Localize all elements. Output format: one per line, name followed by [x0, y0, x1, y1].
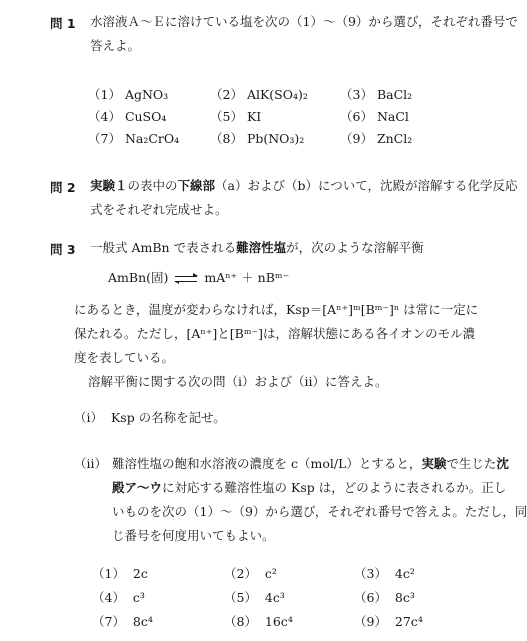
subquestion-2-line3: いものを次の（1）～（9）から選び，それぞれ番号で答えよ。ただし，同: [112, 504, 527, 519]
q1-option-num: （7）: [88, 131, 121, 146]
question-3-text-line5: 溶解平衡に関する次の問（ⅰ）および（ⅱ）に答えよ。: [88, 374, 388, 389]
q1-option-num: （5）: [210, 109, 243, 124]
q3-option-text: c²: [264, 566, 277, 581]
subquestion-1: [74, 410, 226, 426]
subquestion-2-line1: 難溶性塩の飽和水溶液の濃度を c（mol/L）とすると，実験で生じた沈: [112, 456, 509, 471]
subquestion-2-line2: 殿ア～ウに対応する難溶性塩の Ksp は，どのように表されるか。正し: [112, 480, 507, 495]
equation-left: AmBn(固): [108, 270, 169, 285]
q3-option-text: 2c: [132, 566, 148, 581]
q3-option-num: （1）: [92, 566, 125, 581]
q3-option-num: （9）: [354, 614, 387, 629]
q3-option-text: c³: [132, 590, 145, 605]
q1-option-text: NaCl: [376, 109, 409, 124]
question-1-text-line2: 答えよ。: [90, 38, 141, 53]
q1-option-text: Na₂CrO₄: [124, 131, 180, 146]
q3-option-text: 4c²: [394, 566, 415, 581]
q3-option-num: （4）: [92, 590, 125, 605]
q3-option-text: 8c⁴: [132, 614, 153, 629]
equilibrium-equation: [108, 270, 289, 286]
q3-option-num: （3）: [354, 566, 387, 581]
question-2-label: 問 2: [50, 180, 76, 195]
q3-option-num: （8）: [224, 614, 257, 629]
q1-option-text: AgNO₃: [124, 87, 169, 102]
question-2-text-line2: 式をそれぞれ完成せよ。: [90, 202, 228, 217]
q3-option-text: 8c³: [394, 590, 415, 605]
q3-option-num: （6）: [354, 590, 387, 605]
question-3-text-line4: 度を表している。: [74, 350, 175, 365]
question-1-label: 問 1: [50, 16, 76, 31]
q1-option-num: （8）: [210, 131, 243, 146]
q1-option-text: ZnCl₂: [376, 131, 413, 146]
q1-option-num: （4）: [88, 109, 121, 124]
q1-option-text: AlK(SO₄)₂: [246, 87, 308, 102]
q3-option-num: （5）: [224, 590, 257, 605]
question-3-text-line1: 一般式 AmBn で表される難溶性塩が，次のような溶解平衡: [90, 240, 424, 255]
q1-option-text: KI: [246, 109, 262, 124]
q3-option-text: 27c⁴: [394, 614, 423, 629]
q1-option-text: CuSO₄: [124, 109, 167, 124]
q3-option-text: 16c⁴: [264, 614, 293, 629]
q3-option-text: 4c³: [264, 590, 285, 605]
q1-option-text: BaCl₂: [376, 87, 413, 102]
subquestion-2-line4: じ番号を何度用いてもよい。: [112, 528, 275, 543]
q1-option-num: （2）: [210, 87, 243, 102]
subquestion-2-num: （ⅱ）: [74, 456, 107, 471]
q3-option-num: （2）: [224, 566, 257, 581]
subquestion-1-num: （ⅰ）: [74, 410, 103, 425]
subquestion-1-text: Ksp の名称を記せ。: [110, 410, 226, 425]
q1-option-num: （6）: [340, 109, 373, 124]
question-3-label: 問 3: [50, 242, 76, 257]
q1-option-num: （9）: [340, 131, 373, 146]
question-3-text-line2: にあるとき，温度が変わらなければ，Ksp＝[Aⁿ⁺]ᵐ[Bᵐ⁻]ⁿ は常に一定に: [74, 302, 479, 317]
question-2-text-line1: 実験１の表中の下線部（a）および（b）について，沈殿が溶解する化学反応: [90, 178, 518, 193]
equation-right: mAⁿ⁺ ＋ nBᵐ⁻: [204, 270, 290, 285]
q1-option-num: （1）: [88, 87, 121, 102]
q3-option-num: （7）: [92, 614, 125, 629]
q1-option-text: Pb(NO₃)₂: [246, 131, 305, 146]
question-1-text-line1: 水溶液Ａ～Ｅに溶けている塩を次の（1）～（9）から選び，それぞれ番号で: [90, 14, 518, 29]
question-3-text-line3: 保たれる。ただし，[Aⁿ⁺]と[Bᵐ⁻]は，溶解状態にある各イオンのモル濃: [74, 326, 476, 341]
equilibrium-arrow-icon: [175, 274, 197, 284]
q1-option-num: （3）: [340, 87, 373, 102]
